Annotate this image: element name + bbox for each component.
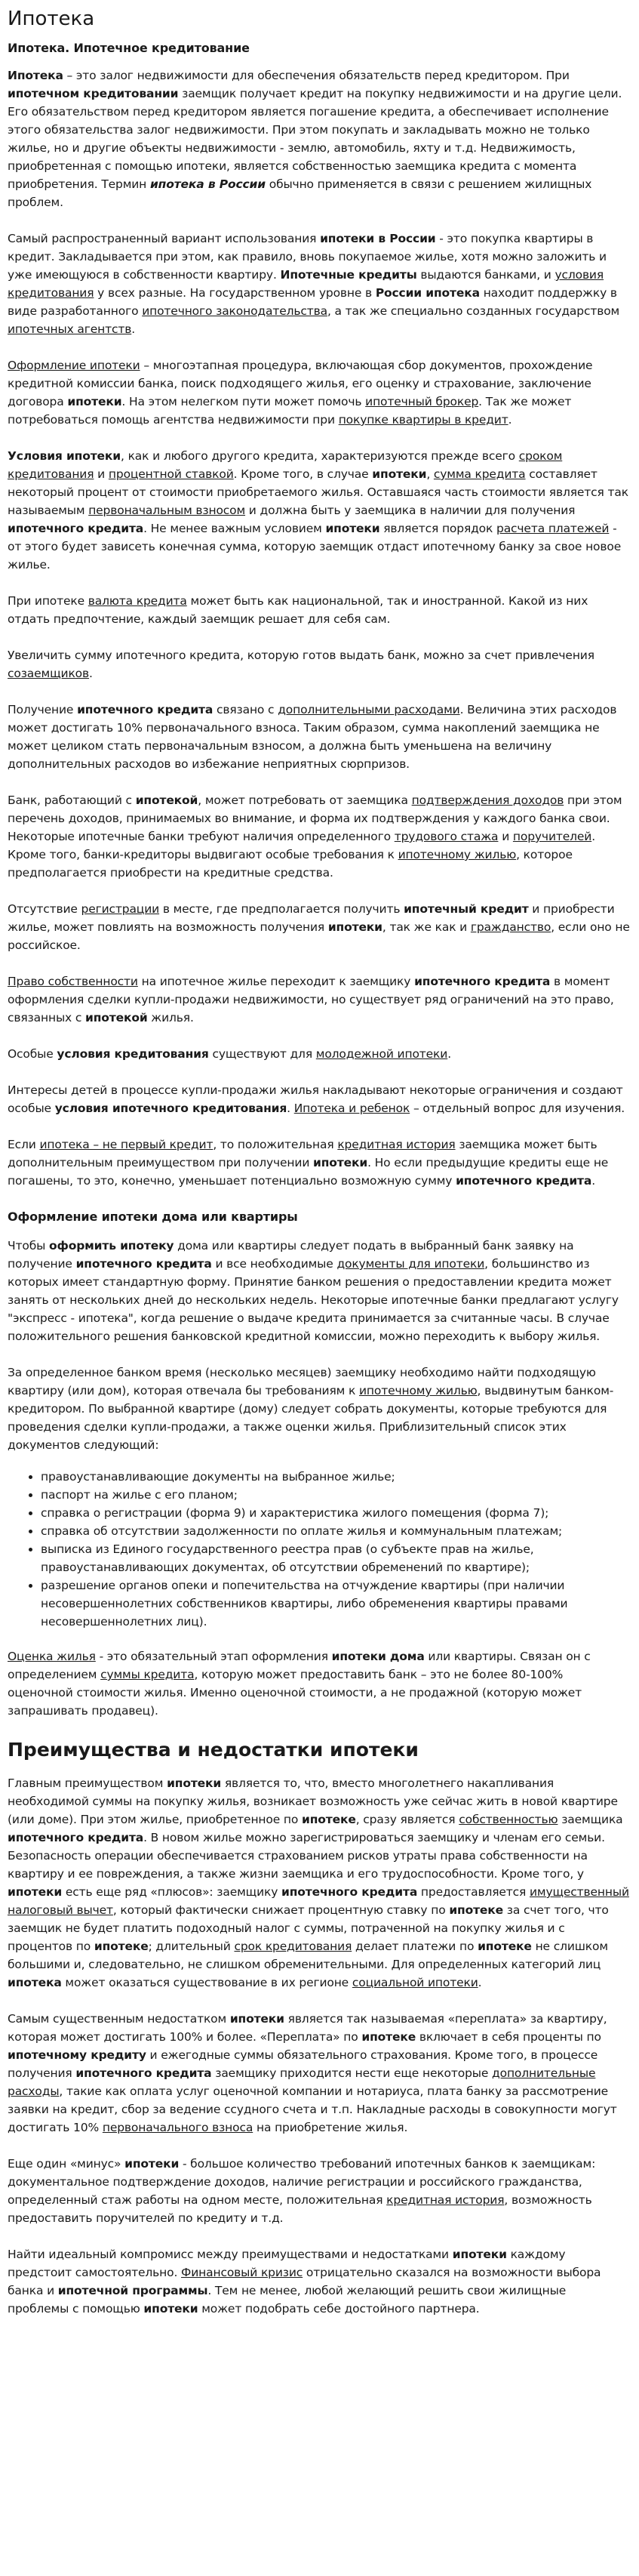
article-link[interactable]: регистрации bbox=[81, 902, 160, 916]
text: в месте, где предполагается получить bbox=[159, 902, 404, 916]
bold-text: ипотеки bbox=[327, 920, 382, 934]
text: не слишком большими и, следовательно, не слишком обременительными. Для определенных категорий лиц bbox=[8, 1940, 608, 1971]
text: связано с bbox=[213, 703, 278, 716]
text: . bbox=[447, 1047, 451, 1061]
text: . Тем не менее, любой желающий решить свои жилищные проблемы с помощью bbox=[8, 2284, 567, 2316]
article-link[interactable]: документы для ипотеки bbox=[336, 1257, 485, 1271]
article-link[interactable]: расчета платежей bbox=[496, 522, 610, 535]
article-link[interactable]: первоначальным взносом bbox=[88, 504, 246, 517]
paragraph bbox=[8, 66, 630, 211]
article-link[interactable]: поручителей bbox=[512, 830, 592, 843]
article-link[interactable]: ипотечного законодательства bbox=[142, 304, 327, 318]
text: предоставляется bbox=[417, 1885, 530, 1899]
paragraph bbox=[8, 1363, 630, 1454]
article-link[interactable]: имущественный налоговый вычет bbox=[8, 1885, 629, 1917]
article-link[interactable]: социальной ипотеки bbox=[352, 1976, 478, 1989]
section-heading-design: Оформление ипотеки дома или квартиры bbox=[8, 1209, 298, 1224]
paragraph bbox=[8, 1647, 630, 1720]
article-link[interactable]: валюта кредита bbox=[88, 594, 187, 608]
text: – отдельный вопрос для изучения. bbox=[410, 1102, 625, 1115]
text: , как и любого другого кредита, характеризуются прежде всего bbox=[121, 449, 519, 463]
bold-text: ипотеки дома bbox=[331, 1650, 425, 1663]
bold-text: ипотечного кредита bbox=[75, 1257, 212, 1271]
bold-text: ипотеки bbox=[313, 1156, 368, 1169]
article-link[interactable]: ипотечный брокер bbox=[365, 395, 479, 408]
text: . Так же может потребоваться помощь агентства недвижимости при bbox=[8, 395, 572, 427]
list-item: • разрешение органов опеки и попечительства на отчуждение квартиры (при наличии несовершеннолетних собственников квартиры, либо обременения квартиры правами несовершеннолетних лиц). bbox=[41, 1576, 630, 1631]
article-link[interactable]: Право собственности bbox=[8, 975, 138, 988]
text: . Но если предыдущие кредиты еще не погашены, то это, конечно, уменьшает потенциально возможную сумму bbox=[8, 1156, 609, 1188]
text: . bbox=[591, 1174, 595, 1188]
text: отрицательно сказался на возможности выбора банка и bbox=[8, 2266, 601, 2297]
text: , возможность предоставить поручителей по кредиту и т.д. bbox=[8, 2193, 592, 2225]
bold-text: ипотечного кредита bbox=[414, 975, 551, 988]
text: Увеличить сумму ипотечного кредита, которую готов выдать банк, можно за счет привлечения bbox=[8, 649, 594, 662]
text: . Кроме того, банки-кредиторы выдвигают особые требования к bbox=[8, 830, 595, 861]
text: на приобретение жилья. bbox=[253, 2121, 408, 2134]
text: Чтобы bbox=[8, 1239, 49, 1253]
bold-text: ипотечного кредита bbox=[281, 1885, 418, 1899]
paragraph bbox=[8, 2155, 630, 2227]
article-link[interactable]: покупке квартиры в кредит bbox=[338, 413, 508, 427]
text: - от этого будет зависеть конечная сумма, которую заемщик отдаст ипотечному банку за свое новое жилье. bbox=[8, 522, 622, 572]
paragraph bbox=[8, 1135, 630, 1190]
text: жилья. bbox=[147, 1011, 194, 1025]
bold-text: ипотеки bbox=[372, 467, 427, 481]
text: Найти идеальный компромисс между преимуществами и недостатками bbox=[8, 2248, 453, 2261]
text: заемщика может быть дополнительным преимуществом при получении bbox=[8, 1138, 598, 1169]
bold-text: ипотекой bbox=[135, 793, 198, 807]
text: является то, что, вместо многолетнего накапливания необходимой суммы на покупку жилья, возникает возможность уже сейчас жить в новой квартире (или доме). При этом жилье, приобретенное по bbox=[8, 1776, 618, 1826]
article-link[interactable]: ипотечных агентств bbox=[8, 322, 132, 336]
section-title: Преимущества и недостатки ипотеки bbox=[8, 1739, 419, 1761]
text: . На этом нелегком пути может помочь bbox=[121, 395, 366, 408]
paragraph bbox=[8, 646, 630, 683]
text: . bbox=[88, 667, 93, 680]
text: является так называемая «переплата» за квартиру, которая может достигать 100% и более. «Переплата» по bbox=[8, 2012, 607, 2044]
article-link[interactable]: молодежной ипотеки bbox=[315, 1047, 448, 1061]
text: – это залог недвижимости для обеспечения обязательств перед кредитором. При bbox=[63, 69, 570, 82]
paragraph bbox=[8, 701, 630, 773]
article-subtitle: Ипотека. Ипотечное кредитование bbox=[8, 41, 250, 55]
paragraph bbox=[8, 1081, 630, 1117]
text: является порядок bbox=[379, 522, 497, 535]
bold-text: ипотеки bbox=[124, 2157, 180, 2171]
text: ; длительный bbox=[148, 1940, 235, 1953]
article-link[interactable]: процентной ставкой bbox=[108, 467, 234, 481]
text: Получение bbox=[8, 703, 78, 716]
page-title: Ипотека bbox=[8, 8, 95, 30]
article-link[interactable]: подтверждения доходов bbox=[411, 793, 564, 807]
text: при этом перечень доходов, принимаемых во внимание, и форма их подтверждения у каждого банка свои. Некоторые ипотечные банки требуют наличия определенного bbox=[8, 793, 622, 843]
bold-text: ипотечного кредита bbox=[8, 522, 144, 535]
paragraph bbox=[8, 447, 630, 574]
text: . Величина этих расходов может достигать 10% первоначального взноса. Таким образом, сумма накоплений заемщика не может целиком стать первоначальным взносом, а должна быть уменьшена на величину дополнительных расходов во избежание неприятных сюрпризов. bbox=[8, 703, 617, 771]
bold-text: ипотечного кредита bbox=[8, 1831, 144, 1844]
list-item: • паспорт на жилье с его планом; bbox=[41, 1486, 630, 1504]
bold-text: Ипотечные кредиты bbox=[280, 268, 417, 282]
paragraph bbox=[8, 1045, 630, 1063]
text: , такие как оплата услуг оценочной компании и нотариуса, плата банку за рассмотрение заявки на кредит, сбор за ведение ссудного счета и т.п. Накладные расходы в совокупности могут достигать 10% bbox=[8, 2085, 617, 2134]
article-link[interactable]: Оформление ипотеки bbox=[8, 359, 140, 372]
list-item: • справка об отсутствии задолженности по оплате жилья и коммунальным платежам; bbox=[41, 1522, 630, 1540]
text: заемщик получает кредит на покупку недвижимости и на другие цели. Его обязательством перед кредитором является погашение кредита, а обеспечивает исполнение этого обязательства залог недвижимости. При этом покупать и закладывать можно не только жилье, но и другие объекты недвижимости - землю, автомобиль, яхту и т.д. Недвижимость, приобретенная с помощью ипотеки, является собственностью заемщика кредита с момента приобретения. Термин bbox=[8, 87, 622, 191]
paragraph bbox=[8, 1237, 630, 1345]
text: . Кроме того, в случае bbox=[233, 467, 373, 481]
article-link[interactable]: кредитная история bbox=[386, 2193, 505, 2207]
paragraph bbox=[8, 356, 630, 429]
list-item: • справка о регистрации (форма 9) и характеристика жилого помещения (форма 7); bbox=[41, 1504, 630, 1522]
bold-text: Ипотека bbox=[8, 69, 63, 82]
text: , которую может предоставить банк – это не более 80-100% оценочной стоимости жилья. Именно оценочной стоимости, а не продажной (которую может запрашивать продавец). bbox=[8, 1668, 582, 1718]
bold-text: России ипотека bbox=[375, 286, 480, 300]
article-link[interactable]: трудового стажа bbox=[394, 830, 499, 843]
text: - это обязательный этап оформления bbox=[95, 1650, 332, 1663]
text: может быть как национальной, так и иностранной. Какой из них отдать предпочтение, каждый заемщик решает для себя сам. bbox=[8, 594, 588, 626]
text: Самый распространенный вариант использования bbox=[8, 232, 321, 245]
text: и bbox=[498, 830, 513, 843]
bold-text: условия ипотечного кредитования bbox=[54, 1102, 287, 1115]
text: и ежегодные суммы обязательного страхования. Кроме того, в процессе получения bbox=[8, 2048, 598, 2080]
bold-text: ипотеки bbox=[67, 395, 122, 408]
bold-text: ипотеки bbox=[8, 1885, 63, 1899]
article-link[interactable]: ипотечному жилью bbox=[358, 1384, 478, 1397]
text: может подобрать себе достойного партнера. bbox=[198, 2302, 480, 2316]
text: включает в себя проценты по bbox=[416, 2030, 601, 2044]
bold-text: ипотечный кредит bbox=[404, 902, 529, 916]
text: , выдвинутым банком-кредитором. По выбранной квартире (дому) следует собрать документы, которые требуются для проведения сделки купли-продажи, а также оценки жилья. Приблизительный список этих документов следующий: bbox=[8, 1384, 614, 1452]
text: и должна быть у заемщика в наличии для получения bbox=[245, 504, 576, 517]
article-link[interactable]: первоначального взноса bbox=[102, 2121, 253, 2134]
list-item: • правоустанавливающие документы на выбранное жилье; bbox=[41, 1468, 630, 1486]
text: , если оно не российское. bbox=[8, 920, 630, 952]
text: выдаются банками, и bbox=[416, 268, 555, 282]
paragraph bbox=[8, 2010, 630, 2137]
text: . bbox=[287, 1102, 294, 1115]
paragraph bbox=[8, 230, 630, 338]
text: у всех разные. На государственном уровне в bbox=[94, 286, 376, 300]
text: и приобрести жилье, может повлиять на возможность получения bbox=[8, 902, 615, 934]
text: - большое количество требований ипотечных банков к заемщикам: документальное подтверждение доходов, наличие регистрации и российского гражданства, определенный стаж работы на одном месте, положительная bbox=[8, 2157, 596, 2207]
text: каждому предстоит самостоятельно. bbox=[8, 2248, 566, 2279]
article-link[interactable]: ипотечному жилью bbox=[398, 848, 517, 861]
text: Если bbox=[8, 1138, 40, 1151]
text: , сразу является bbox=[355, 1813, 459, 1826]
text: или квартиры. Связан он с определением bbox=[8, 1650, 591, 1681]
text: Отсутствие bbox=[8, 902, 81, 916]
text: есть еще ряд «плюсов»: заемщику bbox=[62, 1885, 282, 1899]
paragraph bbox=[8, 2245, 630, 2318]
article-link[interactable]: Финансовый кризис bbox=[181, 2266, 303, 2279]
text: , а так же специально созданных государством bbox=[327, 304, 620, 318]
bold-text: условия кредитования bbox=[57, 1047, 209, 1061]
text: . bbox=[478, 1976, 482, 1989]
text: Еще один «минус» bbox=[8, 2157, 125, 2171]
paragraph bbox=[8, 1774, 630, 1992]
bold-text: ипотеке bbox=[302, 1813, 356, 1826]
text: Самым существенным недостатком bbox=[8, 2012, 230, 2026]
text: делает платежи по bbox=[352, 1940, 478, 1953]
text: , который фактически снижает процентную ставку по bbox=[112, 1903, 450, 1917]
article-link[interactable]: дополнительные расходы bbox=[8, 2066, 596, 2098]
article-link[interactable]: условия кредитования bbox=[8, 268, 604, 300]
text: , bbox=[426, 467, 434, 481]
text: находит поддержку в виде разработанного bbox=[8, 286, 617, 318]
text: за счет того, что заемщик не будет платить подоходный налог с суммы, потраченной на покупку жилья и с процентов по bbox=[8, 1903, 609, 1953]
text: За определенное банком время (несколько месяцев) заемщику необходимо найти подходящую квартиру (или дом), которая отвечала бы требованиям к bbox=[8, 1366, 596, 1397]
bold-text: Условия ипотеки bbox=[8, 449, 121, 463]
text: обычно применяется в связи с решением жилищных проблем. bbox=[8, 177, 592, 209]
paragraph bbox=[8, 592, 630, 628]
text: на ипотечное жилье переходит к заемщику bbox=[137, 975, 415, 988]
text: . В новом жилье можно зарегистрироваться заемщику и членам его семьи. Безопасность операции обеспечивается страхованием рисков утраты права собственности на квартиру и ее повреждения, а также жизни заемщика и его трудоспособности. Кроме того, у bbox=[8, 1831, 605, 1881]
text: в момент оформления сделки купли-продажи недвижимости, но существует ряд ограничений на это право, связанных с bbox=[8, 975, 614, 1025]
article-link[interactable]: созаемщиков bbox=[8, 667, 89, 680]
text: . bbox=[131, 322, 135, 336]
text: . Не менее важным условием bbox=[143, 522, 326, 535]
text: составляет некоторый процент от стоимости приобретаемого жилья. Оставшаяся часть стоимости является так называемым bbox=[8, 467, 628, 517]
bold-text: ипотекой bbox=[84, 1011, 148, 1025]
bold-text: ипотеке bbox=[94, 1940, 149, 1953]
article-link[interactable]: Ипотека и ребенок bbox=[293, 1102, 410, 1115]
bold-text: ипотечного кредита bbox=[77, 703, 214, 716]
bold-text: ипотечной программы bbox=[57, 2284, 208, 2297]
article-link[interactable]: сумма кредита bbox=[433, 467, 526, 481]
bold-text: ипотеке bbox=[478, 1940, 532, 1953]
text: существуют для bbox=[208, 1047, 316, 1061]
bold-text: ипотечного кредита bbox=[456, 1174, 592, 1188]
bold-text: ипотеки в России bbox=[320, 232, 436, 245]
bold-text: ипотечном кредитовании bbox=[8, 87, 179, 100]
bold-text: ипотеки bbox=[452, 2248, 507, 2261]
article-link[interactable]: сроком кредитования bbox=[8, 449, 563, 481]
list-item: • выписка из Единого государственного реестра прав (о субъекте прав на жилье, правоустанавливающих документах, об отсутствии обременений по квартире); bbox=[41, 1540, 630, 1576]
text: Интересы детей в процессе купли-продажи жилья накладывают некоторые ограничения и создают особые bbox=[8, 1083, 623, 1115]
paragraph bbox=[8, 791, 630, 882]
text: . bbox=[508, 413, 512, 427]
article-link[interactable]: дополнительными расходами bbox=[278, 703, 460, 716]
text: , большинство из которых имеет стандартную форму. Принятие банком решения о предоставлении кредита может занять от нескольких дней до нескольких недель. Некоторые ипотечные банки предлагают услугу "экспресс - ипотека", когда решение о выдаче кредита принимается за считанные часы. В случае положительного решения банковской кредитной комиссии, можно переходить к выбору жилья. bbox=[8, 1257, 619, 1343]
article-link[interactable]: срок кредитования bbox=[234, 1940, 352, 1953]
article-link[interactable]: ипотека – не первый кредит bbox=[39, 1138, 214, 1151]
bold-text: ипотеки bbox=[143, 2302, 198, 2316]
text: При ипотеке bbox=[8, 594, 88, 608]
bold-text: ипотеке bbox=[449, 1903, 504, 1917]
bold-text: ипотеки bbox=[229, 2012, 284, 2026]
text: может оказаться существование в их регионе bbox=[61, 1976, 352, 1989]
article-link[interactable]: Оценка жилья bbox=[8, 1650, 96, 1663]
text: и bbox=[94, 467, 109, 481]
text: дома или квартиры следует подать в выбранный банк заявку на получение bbox=[8, 1239, 574, 1271]
bold-text: ипотеки bbox=[167, 1776, 222, 1790]
paragraph bbox=[8, 972, 630, 1027]
bold-text: оформить ипотеку bbox=[48, 1239, 174, 1253]
paragraph bbox=[8, 900, 630, 954]
text: , так же как и bbox=[382, 920, 471, 934]
text: – многоэтапная процедура, включающая сбор документов, прохождение кредитной комиссии банка, поиск подходящего жилья, его оценку и страхование, заключение договора bbox=[8, 359, 593, 408]
text: , может потребовать от заемщика bbox=[198, 793, 412, 807]
documents-list bbox=[8, 1468, 630, 1631]
text: Особые bbox=[8, 1047, 57, 1061]
text: Банк, работающий с bbox=[8, 793, 136, 807]
bold-text: ипотека bbox=[8, 1976, 62, 1989]
text: - это покупка квартиры в кредит. Закладывается при этом, как правило, вновь покупаемое жилье, хотя можно заложить и уже имеющуюся в собственности квартиру. bbox=[8, 232, 607, 282]
text: , то положительная bbox=[213, 1138, 338, 1151]
bold-text: ипотечному кредиту bbox=[8, 2048, 146, 2062]
bold-text: ипотеке bbox=[361, 2030, 416, 2044]
bold-text: ипотечного кредита bbox=[75, 2066, 212, 2080]
article-link[interactable]: собственностью bbox=[459, 1813, 558, 1826]
bold-italic-text: ипотека в России bbox=[149, 177, 266, 191]
text: заемщику приходится нести еще некоторые bbox=[211, 2066, 493, 2080]
text: и все необходимые bbox=[211, 1257, 337, 1271]
article-link[interactable]: суммы кредита bbox=[100, 1668, 195, 1681]
text: Главным преимуществом bbox=[8, 1776, 167, 1790]
text: заемщика bbox=[558, 1813, 623, 1826]
text: , которое предполагается приобрести на кредитные средства. bbox=[8, 848, 573, 880]
article-link[interactable]: гражданство bbox=[470, 920, 551, 934]
article-link[interactable]: кредитная история bbox=[337, 1138, 456, 1151]
bold-text: ипотеки bbox=[325, 522, 380, 535]
